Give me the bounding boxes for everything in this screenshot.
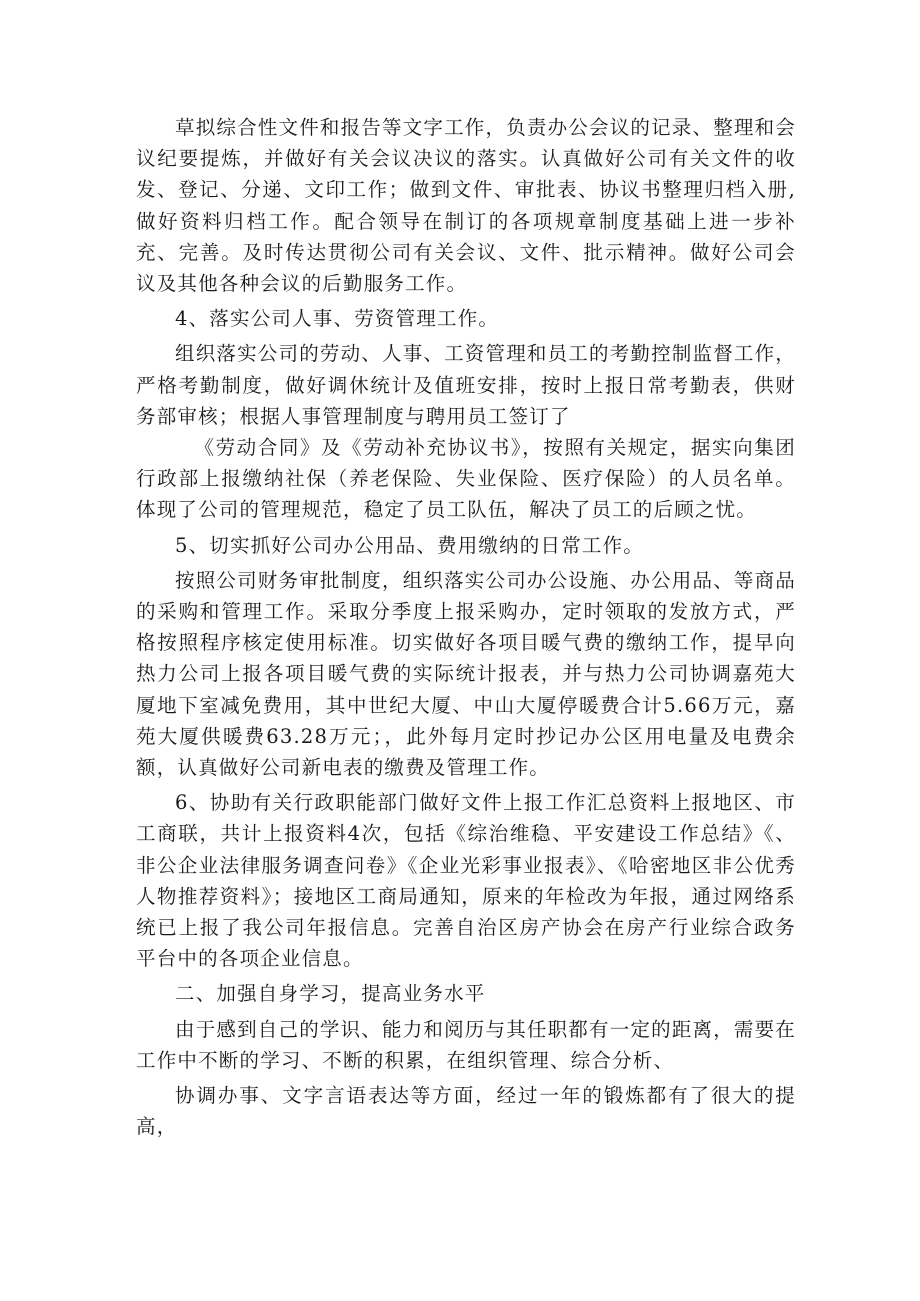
document-page [136,112,796,1143]
paragraph-personnel-management: 组织落实公司的劳动、人事、工资管理和员工的考勤控制监督工作，严格考勤制度，做好调休统计及值班安排，按时上报日常考勤表，供财务部审核；根据人事管理制度与聘用员工签订了 [136,342,797,428]
paragraph-coordination: 协调办事、文字言语表达等方面，经过一年的锻炼都有了很大的提高， [136,1084,796,1139]
paragraph-labor-contract: 《劳动合同》及《劳动补充协议书》，按照有关规定，据实向集团行政部上报缴纳社保（养老保险、失业保险、医疗保险）的人员名单。体现了公司的管理规范，稳定了员工队伍，解决了员工的后顾之忧。 [136,436,796,522]
paragraph-office-writing: 草拟综合性文件和报告等文字工作，负责办公会议的记录、整理和会议纪要提炼，并做好有关会议决议的落实。认真做好公司有关文件的收发、登记、分递、文印工作；做到文件、审批表、协议书整理归档入册,做好资料归档工作。配合领导在制订的各项规章制度基础上进一步补充、完善。及时传达贯彻公司有关会议、文件、批示精神。做好公司会议及其他各种会议的后勤服务工作。 [136,116,797,296]
paragraph-self-study: 由于感到自己的学识、能力和阅历与其任职都有一定的距离，需要在工作中不断的学习、不断的积累，在组织管理、综合分析、 [136,1017,797,1072]
heading-personnel-management: 4、落实公司人事、劳资管理工作。 [175,307,500,331]
paragraph-reporting: 6、协助有关行政职能部门做好文件上报工作汇总资料上报地区、市工商联，共计上报资料4次，包括《综治维稳、平安建设工作总结》《、非公企业法律服务调查问卷》《企业光彩事业报表》、《哈密地区非公优秀人物推荐资料》；接地区工商局通知，原来的年检改为年报，通过网络系统已上报了我公司年报信息。完善自治区房产协会在房产行业综合政务平台中的各项企业信息。 [136,791,796,971]
heading-office-supplies: 5、切实抓好公司办公用品、费用缴纳的日常工作。 [175,533,645,557]
paragraph-office-supplies: 按照公司财务审批制度，组织落实公司办公设施、办公用品、等商品的采购和管理工作。采取分季度上报采购办，定时领取的发放方式，严格按照程序核定使用标准。切实做好各项目暖气费的缴纳工作，提早向热力公司上报各项目暖气费的实际统计报表，并与热力公司协调嘉苑大厦地下室减免费用，其中世纪大厦、中山大厦停暖费合计5.66万元，嘉苑大厦供暖费63.28万元；，此外每月定时抄记办公区用电量及电费余额，认真做好公司新电表的缴费及管理工作。 [136,568,797,780]
heading-self-study: 二、加强自身学习，提高业务水平 [175,982,486,1006]
